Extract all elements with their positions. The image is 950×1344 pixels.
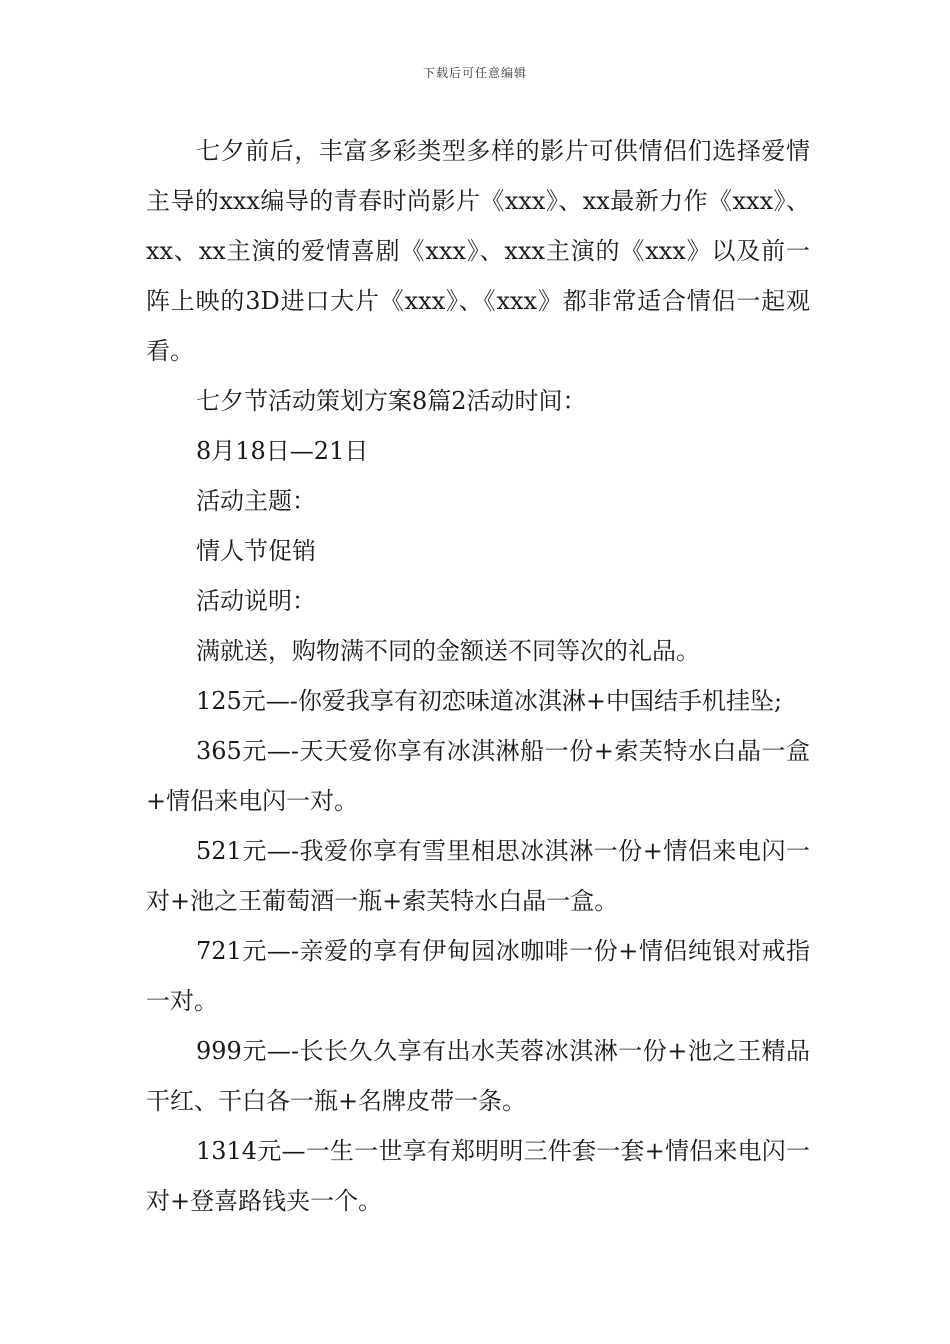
paragraph-movies: 七夕前后，丰富多彩类型多样的影片可供情侣们选择爱情主导的xxx编导的青春时尚影片《xxx》、xx最新力作《xxx》、xx、xx主演的爱情喜剧《xxx》、xxx主演的《xxx》以及前一阵上映的3D进口大片《xxx》、《xxx》都非常适合情侣一起观看。	[146, 137, 810, 365]
paragraph-tier-1314: 1314元—一生一世享有郑明明三件套一套+情侣来电闪一对+登喜路钱夹一个。	[146, 1137, 810, 1215]
paragraph-tier-721: 721元—-亲爱的享有伊甸园冰咖啡一份+情侣纯银对戒指一对。	[146, 937, 810, 1015]
paragraph-tier-125: 125元—-你爱我享有初恋味道冰淇淋+中国结手机挂坠;	[196, 687, 783, 715]
page-header-note: 下载后可任意编辑	[422, 66, 527, 80]
paragraph-tier-999: 999元—-长长久久享有出水芙蓉冰淇淋一份+池之王精品干红、干白各一瓶+名牌皮带一条。	[146, 1037, 810, 1115]
paragraph-tier-365: 365元—-天天爱你享有冰淇淋船一份+索芙特水白晶一盒+情侣来电闪一对。	[146, 737, 810, 815]
document-body	[146, 126, 810, 1226]
paragraph-theme: 情人节促销	[196, 537, 316, 565]
paragraph-theme-heading: 活动主题：	[196, 487, 316, 515]
paragraph-activity-time-heading: 七夕节活动策划方案8篇2活动时间：	[196, 387, 587, 415]
paragraph-description: 满就送，购物满不同的金额送不同等次的礼品。	[196, 637, 700, 665]
paragraph-tier-521: 521元—-我爱你享有雪里相思冰淇淋一份+情侣来电闪一对+池之王葡萄酒一瓶+索芙特水白晶一盒。	[146, 837, 810, 915]
paragraph-activity-dates: 8月18日—21日	[196, 437, 369, 465]
paragraph-description-heading: 活动说明：	[196, 587, 316, 615]
